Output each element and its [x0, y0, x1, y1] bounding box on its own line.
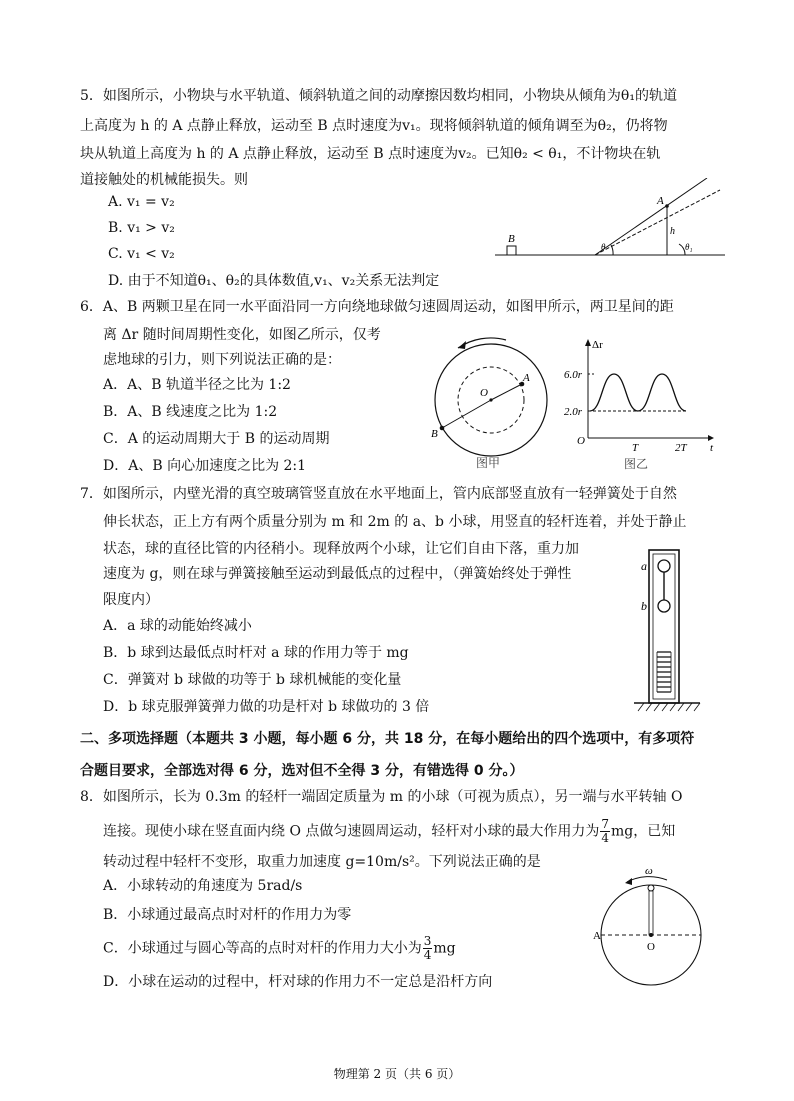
page-footer: 物理第 2 页（共 6 页） — [333, 1067, 461, 1081]
q6-caption-yi: 图乙 — [624, 457, 649, 471]
q6-line-3: 虑地球的引力，则下列说法正确的是： — [103, 352, 341, 368]
q7-fig-label-b: b — [641, 599, 647, 613]
q7-line-2: 伸长状态，正上方有两个质量分别为 m 和 2m 的 a、b 小球，用竖直的轻杆连着，并处于静止 — [103, 514, 687, 530]
q8-figure-circle — [585, 862, 710, 990]
q8-fraction-3-4 — [423, 935, 433, 962]
q5-fig-label-theta1: θ₁ — [685, 242, 693, 252]
q5-line-2: 上高度为 h 的 A 点静止释放，运动至 B 点时速度为v₁。现将倾斜轨道的倾角调至为θ₂，仍将物 — [80, 118, 668, 134]
q8-fraction-7-4 — [600, 818, 610, 845]
q5-option-a: A. v₁ = v₂ — [108, 194, 175, 210]
q5-option-c: C. v₁ < v₂ — [108, 246, 175, 262]
q8-line-2 — [103, 818, 675, 845]
q5-line-3: 块从轨道上高度为 h 的 A 点静止释放，运动至 B 点时速度为v₂。已知θ₂ < θ₁，不计物块在轨 — [80, 146, 661, 162]
q6-caption-jia: 图甲 — [476, 456, 501, 470]
q5-fig-label-h: h — [670, 226, 675, 237]
q7-option-d: D．b 球克服弹簧弹力做的功是杆对 b 球做功的 3 倍 — [103, 699, 430, 715]
q7-line-1: 7．如图所示，内壁光滑的真空玻璃管竖直放在水平地面上，管内底部竖直放有一轻弹簧处于自然 — [80, 486, 677, 502]
q5-fig-label-a: A — [657, 195, 664, 207]
q6-option-a: A．A、B 轨道半径之比为 1:2 — [103, 377, 291, 393]
q5-fig-label-theta2: θ — [601, 242, 606, 252]
q6-fig-label-o: O — [480, 387, 488, 399]
q8-fig-label-o: O — [647, 941, 655, 953]
q6-fig-label-a: A — [523, 372, 530, 384]
q6-line-1: 6．A、B 两颗卫星在同一水平面沿同一方向绕地球做匀速圆周运动，如图甲所示，两卫星间的距 — [80, 299, 674, 315]
q6-graph-tick-2t: 2T — [675, 442, 687, 454]
q8-fig-label-a: A — [593, 930, 601, 942]
q5-option-d: D. 由于不知道θ₁、θ₂的具体数值,v₁、v₂关系无法判定 — [108, 273, 440, 289]
q8-line-2-tail: mg，已知 — [611, 823, 676, 840]
q7-option-c: C．弹簧对 b 球做的功等于 b 球机械能的变化量 — [103, 672, 402, 688]
q8-frac-den: 4 — [601, 831, 610, 845]
q5-line-1: 5．如图所示，小物块与水平轨道、倾斜轨道之间的动摩擦因数均相同，小物块从倾角为θ₁的轨道 — [80, 88, 677, 104]
q6-graph-tick-6r: 6.0r — [564, 369, 583, 381]
q8-optc-frac-num: 3 — [423, 934, 432, 948]
q6-graph-origin: O — [577, 435, 585, 447]
q7-line-3: 状态，球的直径比管的内径稍小。现释放两个小球，让它们自由下落，重力加 — [103, 541, 579, 557]
q6-graph-ylabel: Δr — [592, 339, 603, 351]
q8-fig-label-omega: ω — [645, 865, 653, 877]
q6-graph-tick-2r: 2.0r — [564, 406, 583, 418]
q8-option-a: A．小球转动的角速度为 5rad/s — [103, 878, 303, 894]
q8-option-c-text: C．小球通过与圆心等高的点时对杆的作用力大小为 — [103, 940, 422, 957]
q6-figure-orbits — [428, 330, 558, 480]
q8-frac-num: 7 — [601, 817, 610, 831]
q8-line-3: 转动过程中轻杆不变形，取重力加速度 g=10m/s²。下列说法正确的是 — [103, 854, 541, 870]
q8-line-2-text: 连接。现使小球在竖直面内绕 O 点做匀速圆周运动，轻杆对小球的最大作用力为 — [103, 823, 600, 840]
q8-line-1: 8．如图所示，长为 0.3m 的轻杆一端固定质量为 m 的小球（可视为质点），另一端与水平转轴 O — [80, 789, 683, 805]
q5-fig-label-b: B — [508, 233, 515, 245]
q8-option-d: D．小球在运动的过程中，杆对球的作用力不一定总是沿杆方向 — [103, 974, 493, 990]
q7-option-a: A．a 球的动能始终减小 — [103, 618, 252, 634]
q6-line-2: 离 Δr 随时间周期性变化，如图乙所示，仅考 — [103, 327, 381, 343]
q5-figure-incline — [495, 178, 725, 262]
q8-option-c-tail: mg — [433, 940, 456, 957]
q7-line-4: 速度为 g，则在球与弹簧接触至运动到最低点的过程中，（弹簧始终处于弹性 — [103, 566, 572, 582]
q6-option-b: B．A、B 线速度之比为 1:2 — [103, 404, 278, 420]
q6-fig-label-b: B — [431, 428, 438, 440]
section-2-heading-line-1: 二、多项选择题（本题共 3 小题，每小题 6 分，共 18 分，在每小题给出的四个选项中，有多项符 — [80, 731, 695, 747]
q5-line-4: 道接触处的机械能损失。则 — [80, 172, 248, 188]
q8-option-c — [103, 935, 456, 962]
q6-graph-tick-t: T — [632, 442, 639, 454]
q8-option-b: B．小球通过最高点时对杆的作用力为零 — [103, 907, 352, 923]
q6-graph-xlabel: t — [710, 442, 714, 454]
q7-figure-tube — [630, 548, 702, 714]
q8-optc-frac-den: 4 — [423, 948, 432, 962]
section-2-heading-line-2: 合题目要求，全部选对得 6 分，选对但不全得 3 分，有错选得 0 分。） — [80, 763, 524, 779]
q7-option-b: B．b 球到达最低点时杆对 a 球的作用力等于 mg — [103, 645, 409, 661]
q7-line-5: 限度内） — [103, 592, 159, 608]
q6-figure-graph — [562, 336, 722, 472]
q7-fig-label-a: a — [641, 559, 647, 573]
q6-option-c: C．A 的运动周期大于 B 的运动周期 — [103, 431, 330, 447]
q6-option-d: D．A、B 向心加速度之比为 2:1 — [103, 458, 307, 474]
q5-option-b: B. v₁ > v₂ — [108, 220, 175, 236]
